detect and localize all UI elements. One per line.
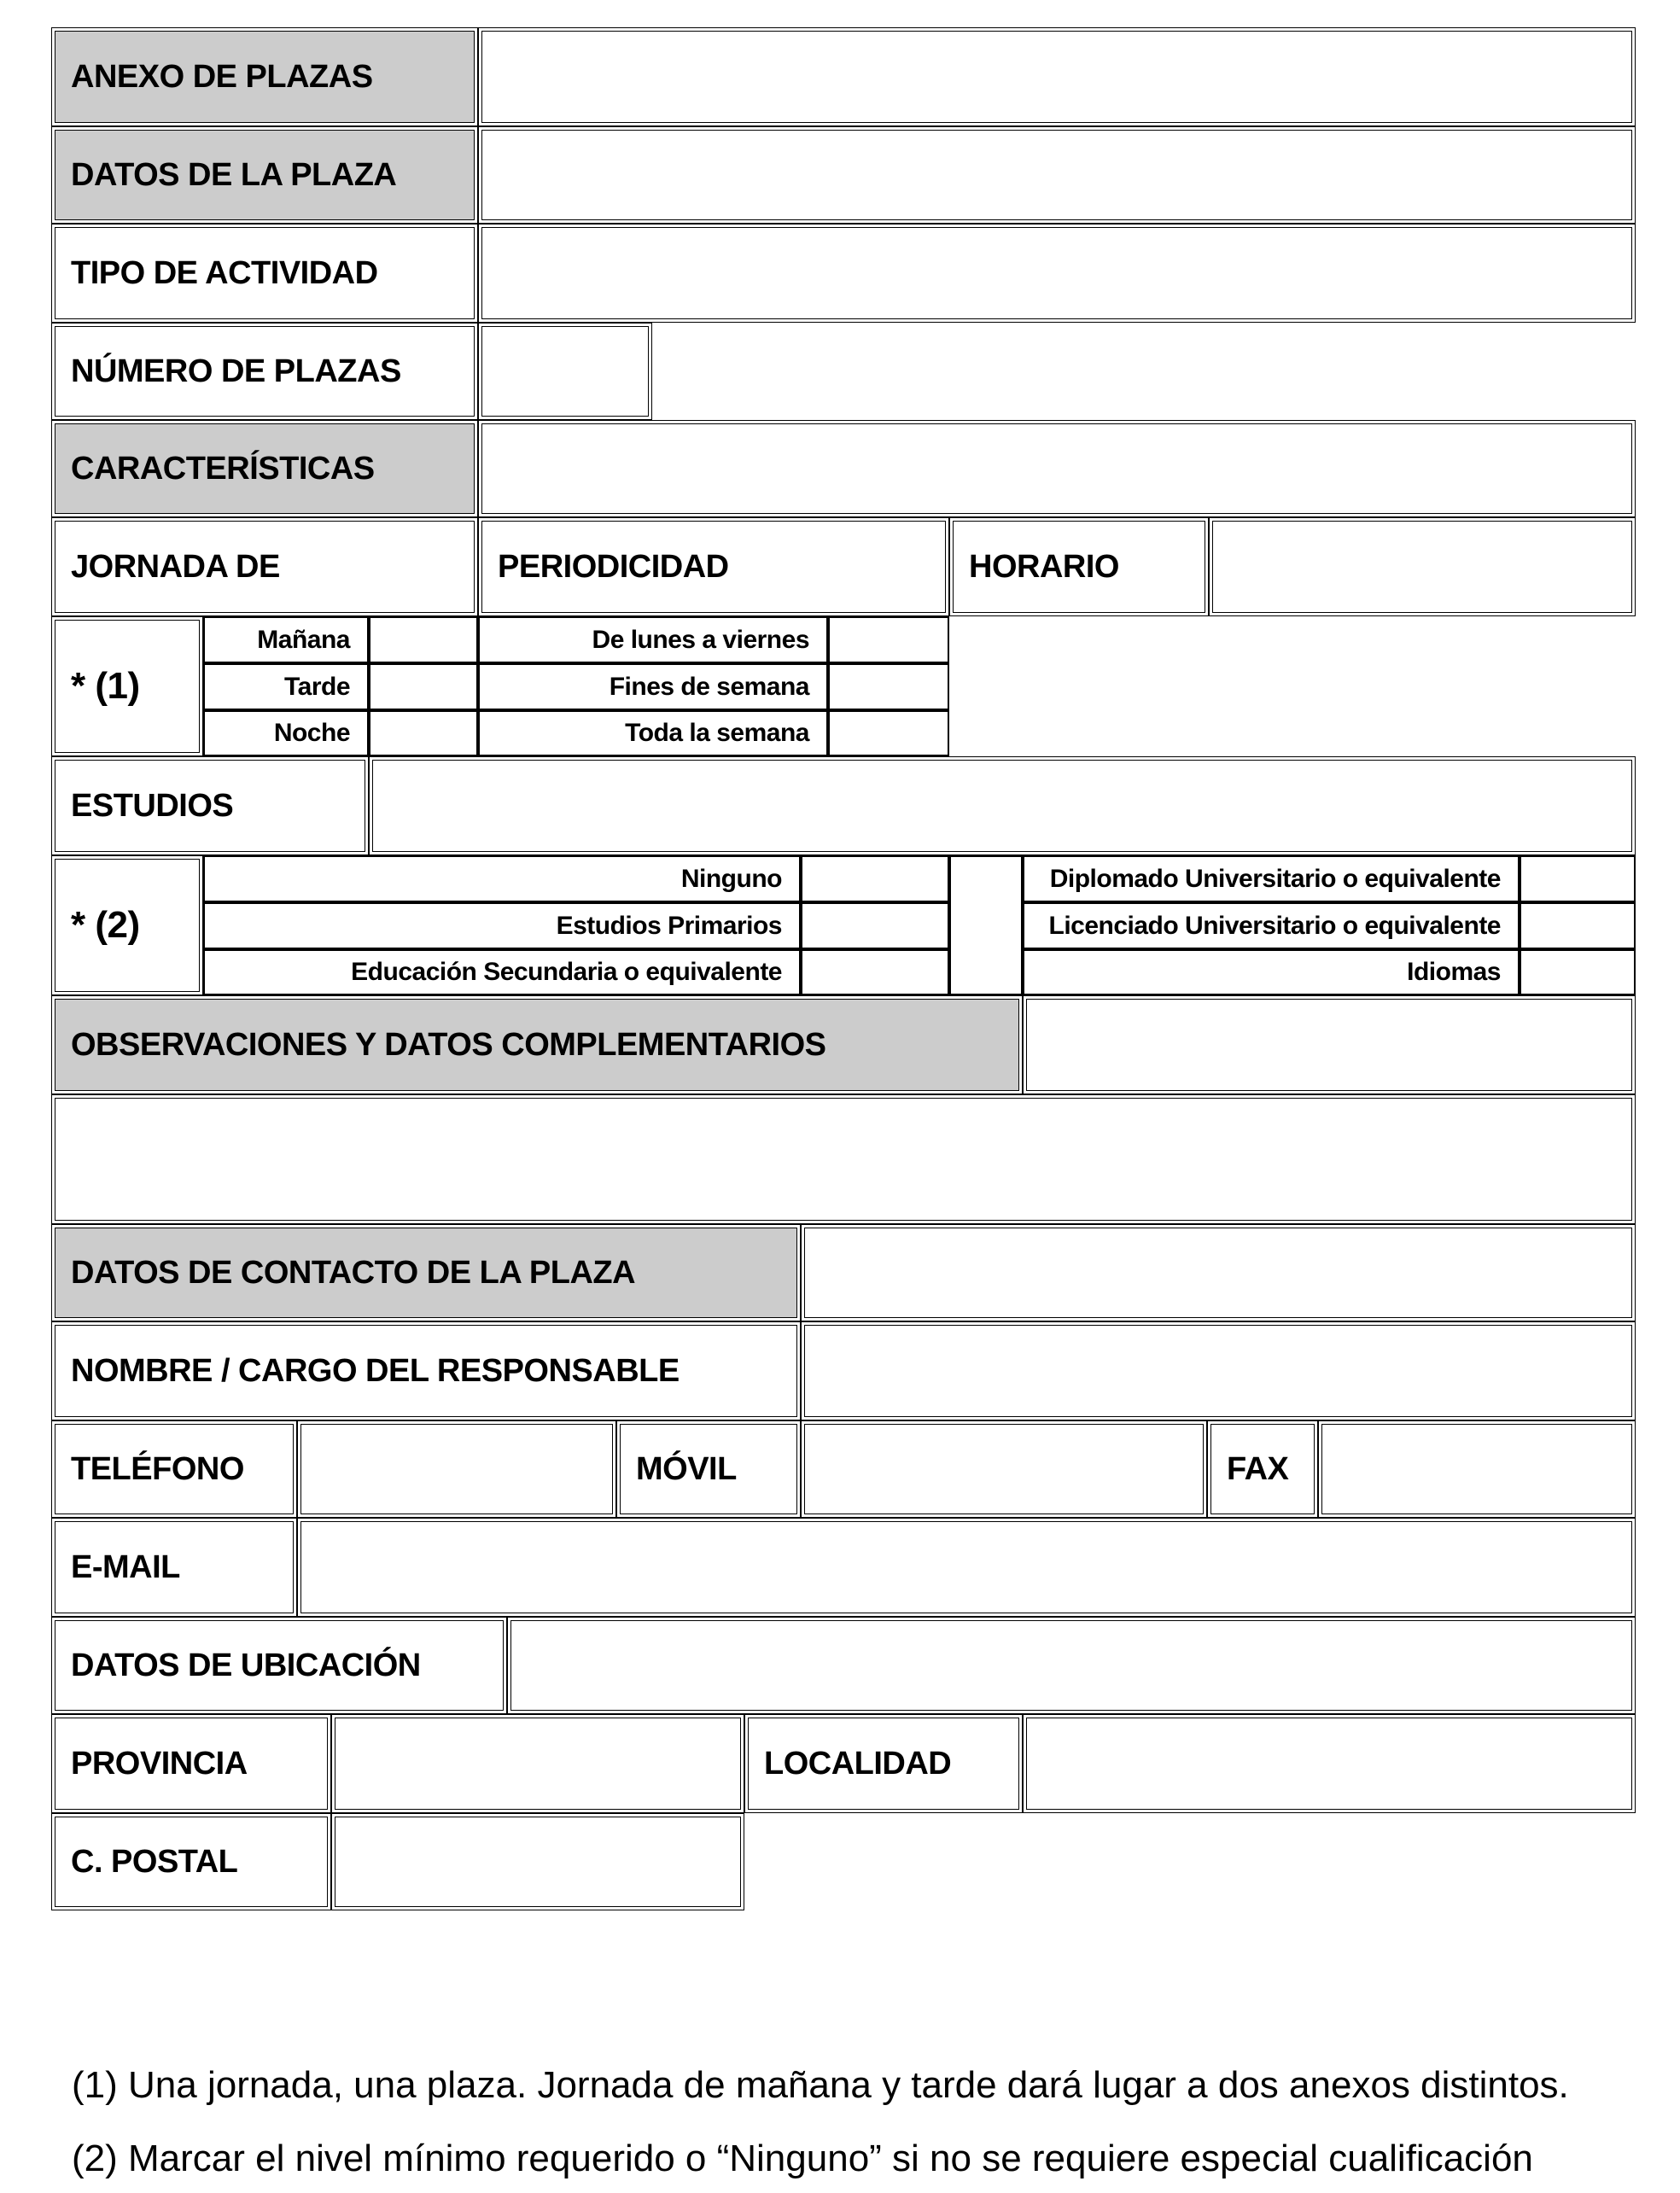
- email-field[interactable]: [297, 1518, 1636, 1617]
- estudios-primarios-checkbox[interactable]: [801, 902, 949, 949]
- footnote-1: (1) Una jornada, una plaza. Jornada de mañana y tarde dará lugar a dos anexos distintos.: [72, 2064, 1569, 2106]
- movil-field[interactable]: [801, 1420, 1207, 1518]
- note-2-marker: * (2): [51, 855, 203, 995]
- estudios-option-primarios: Estudios Primarios: [203, 902, 801, 949]
- periodicidad-label: PERIODICIDAD: [478, 517, 949, 616]
- jornada-manana-checkbox[interactable]: [369, 616, 478, 663]
- telefono-label: TELÉFONO: [51, 1420, 297, 1518]
- anexo-de-plazas-label: ANEXO DE PLAZAS: [51, 27, 478, 126]
- localidad-field[interactable]: [1023, 1714, 1636, 1813]
- provincia-field[interactable]: [331, 1714, 744, 1813]
- jornada-tarde-checkbox[interactable]: [369, 663, 478, 710]
- estudios-option-licenciado: Licenciado Universitario o equivalente: [1023, 902, 1520, 949]
- datos-de-la-plaza-field[interactable]: [478, 126, 1636, 224]
- datos-de-la-plaza-label: DATOS DE LA PLAZA: [51, 126, 478, 224]
- estudios-option-idiomas: Idiomas: [1023, 949, 1520, 995]
- caracteristicas-field[interactable]: [478, 420, 1636, 517]
- jornada-option-manana: Mañana: [203, 616, 369, 663]
- periodicidad-option-fines-semana: Fines de semana: [478, 663, 828, 710]
- jornada-option-tarde: Tarde: [203, 663, 369, 710]
- periodicidad-fines-semana-checkbox[interactable]: [828, 663, 949, 710]
- estudios-spacer-cell: [949, 855, 1023, 995]
- estudios-ninguno-checkbox[interactable]: [801, 855, 949, 902]
- numero-de-plazas-field[interactable]: [478, 323, 652, 420]
- estudios-option-diplomado: Diplomado Universitario o equivalente: [1023, 855, 1520, 902]
- fax-field[interactable]: [1318, 1420, 1636, 1518]
- datos-de-contacto-label: DATOS DE CONTACTO DE LA PLAZA: [51, 1224, 801, 1321]
- estudios-idiomas-checkbox[interactable]: [1520, 949, 1636, 995]
- datos-de-ubicacion-label: DATOS DE UBICACIÓN: [51, 1617, 507, 1714]
- estudios-field[interactable]: [369, 756, 1636, 855]
- jornada-option-noche: Noche: [203, 710, 369, 756]
- tipo-de-actividad-field[interactable]: [478, 224, 1636, 323]
- footnote-2: (2) Marcar el nivel mínimo requerido o “Ninguno” si no se requiere especial cualificación: [72, 2138, 1533, 2179]
- numero-de-plazas-label: NÚMERO DE PLAZAS: [51, 323, 478, 420]
- note-1-marker: * (1): [51, 616, 203, 756]
- estudios-option-ninguno: Ninguno: [203, 855, 801, 902]
- estudios-secundaria-checkbox[interactable]: [801, 949, 949, 995]
- nombre-cargo-label: NOMBRE / CARGO DEL RESPONSABLE: [51, 1321, 801, 1420]
- telefono-field[interactable]: [297, 1420, 616, 1518]
- localidad-label: LOCALIDAD: [744, 1714, 1023, 1813]
- observaciones-textarea[interactable]: [51, 1094, 1636, 1224]
- nombre-cargo-field[interactable]: [801, 1321, 1636, 1420]
- observaciones-header-field[interactable]: [1023, 995, 1636, 1094]
- periodicidad-toda-semana-checkbox[interactable]: [828, 710, 949, 756]
- jornada-noche-checkbox[interactable]: [369, 710, 478, 756]
- email-label: E-MAIL: [51, 1518, 297, 1617]
- estudios-label: ESTUDIOS: [51, 756, 369, 855]
- periodicidad-option-lunes-viernes: De lunes a viernes: [478, 616, 828, 663]
- horario-field[interactable]: [1209, 517, 1636, 616]
- jornada-de-label: JORNADA DE: [51, 517, 478, 616]
- periodicidad-lunes-viernes-checkbox[interactable]: [828, 616, 949, 663]
- movil-label: MÓVIL: [616, 1420, 801, 1518]
- periodicidad-option-toda-semana: Toda la semana: [478, 710, 828, 756]
- caracteristicas-label: CARACTERÍSTICAS: [51, 420, 478, 517]
- c-postal-label: C. POSTAL: [51, 1813, 331, 1910]
- datos-de-contacto-field[interactable]: [801, 1224, 1636, 1321]
- datos-de-ubicacion-field[interactable]: [507, 1617, 1636, 1714]
- horario-label: HORARIO: [949, 517, 1209, 616]
- anexo-de-plazas-field[interactable]: [478, 27, 1636, 126]
- observaciones-label: OBSERVACIONES Y DATOS COMPLEMENTARIOS: [51, 995, 1023, 1094]
- c-postal-field[interactable]: [331, 1813, 744, 1910]
- tipo-de-actividad-label: TIPO DE ACTIVIDAD: [51, 224, 478, 323]
- estudios-option-secundaria: Educación Secundaria o equivalente: [203, 949, 801, 995]
- estudios-licenciado-checkbox[interactable]: [1520, 902, 1636, 949]
- provincia-label: PROVINCIA: [51, 1714, 331, 1813]
- estudios-diplomado-checkbox[interactable]: [1520, 855, 1636, 902]
- fax-label: FAX: [1207, 1420, 1318, 1518]
